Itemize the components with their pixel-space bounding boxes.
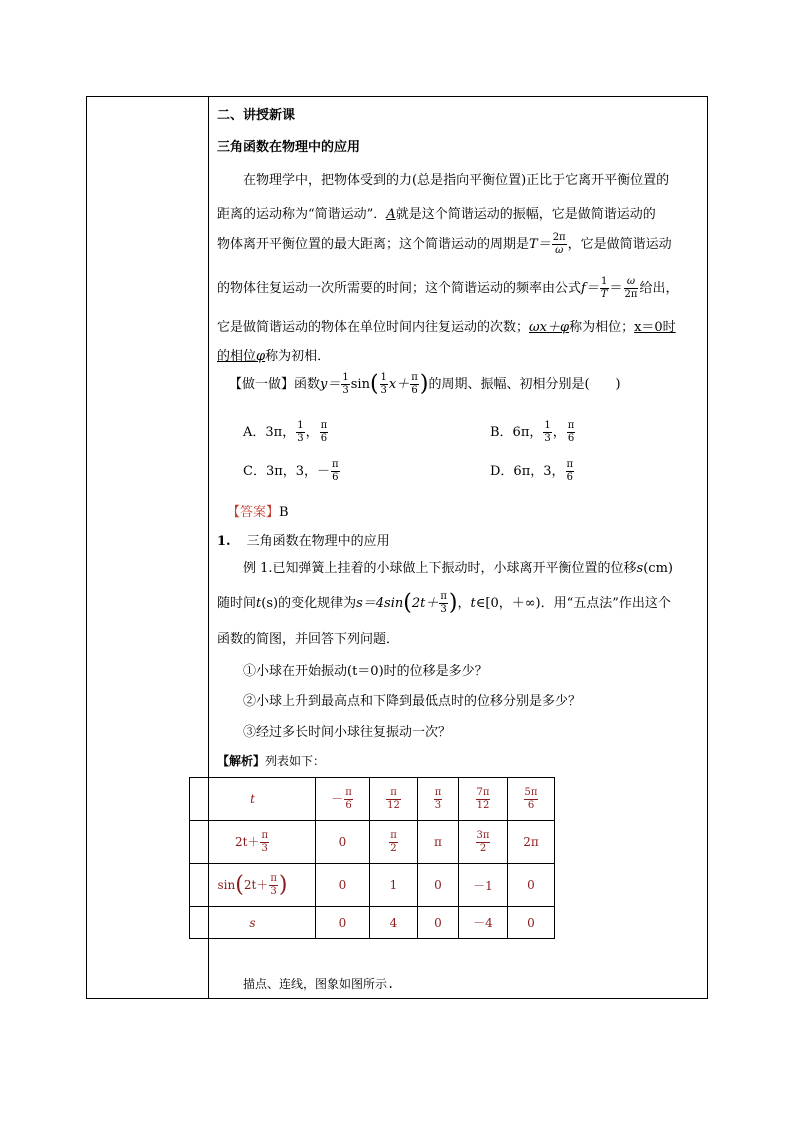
table-row-phase: [190, 821, 555, 864]
value-table: [189, 777, 555, 939]
table-cell: 0: [418, 907, 459, 939]
practice-sin: sin: [350, 377, 370, 392]
table-cell: －1: [459, 864, 508, 907]
answer-line: [227, 501, 289, 520]
frequency-denominator-2: 2π: [624, 289, 638, 300]
intro-line-5-text-a: 它是做简谐运动的物体在单位时间内往复运动的次数；: [217, 320, 530, 335]
practice-question: [229, 372, 621, 397]
initial-phase-symbol: φ: [256, 349, 266, 364]
table-frac-num: π: [386, 787, 401, 800]
table-frac-den: 6: [527, 799, 535, 811]
example-frac: [439, 591, 448, 616]
table-header-phase: [190, 821, 316, 864]
table-frac-den: 2: [479, 842, 487, 854]
table-frac: [524, 787, 539, 812]
frequency-fraction-1: [600, 276, 609, 301]
table-cell: [316, 778, 370, 821]
intro-line-2: [217, 203, 656, 222]
example-unit: (cm): [643, 561, 673, 576]
option-a-frac-2: [320, 420, 329, 445]
option-b: [490, 420, 576, 445]
table-cell: 0: [508, 864, 555, 907]
example-domain: ∈[0，＋∞)．用“五点法”作出这个: [475, 596, 671, 611]
solution-label: 【解析】: [217, 754, 266, 768]
period-symbol: T＝: [529, 237, 551, 252]
table-cell: [459, 821, 508, 864]
table-frac: [344, 787, 353, 812]
option-b-frac-2: [567, 420, 576, 445]
intro-line-5: [217, 316, 676, 335]
period-numerator: 2π: [552, 232, 566, 243]
intro-line-6-text-a: 的相位: [217, 349, 257, 364]
option-a-frac-1-num: 1: [297, 420, 304, 431]
example-s: s: [636, 561, 644, 576]
example-t-2: t: [470, 596, 476, 611]
option-a: [243, 420, 329, 445]
option-a-frac-2-den: 6: [320, 433, 328, 444]
option-a-sep: ，: [305, 425, 319, 440]
practice-frac-3-den: 6: [411, 385, 418, 396]
example-paren-open: (: [403, 590, 412, 616]
table-paren-open: (: [235, 872, 244, 897]
option-b-text: B．6π，: [490, 425, 543, 440]
period-denominator: ω: [555, 245, 564, 256]
table-cell: [508, 778, 555, 821]
intro-line-5-text-b: 称为相位；: [569, 320, 635, 335]
practice-frac-1-den: 3: [342, 385, 349, 396]
option-c-frac-num: π: [332, 459, 339, 470]
table-header-phase-text: 2t＋: [234, 834, 260, 849]
practice-tail: 的周期、振幅、初相分别是( ): [428, 377, 621, 392]
intro-line-4: [217, 276, 678, 301]
table-frac-den: 6: [345, 799, 352, 811]
table-row-sin: [190, 864, 555, 907]
practice-prompt: 【做一做】函数: [229, 377, 321, 392]
table-frac-den: 12: [387, 799, 400, 811]
example-line-1-text: 例 1.已知弹簧上挂着的小球做上下振动时，小球离开平衡位置的位移: [243, 561, 637, 576]
table-frac-num: 5π: [524, 786, 538, 798]
option-d-frac-den: 6: [566, 472, 573, 483]
table-frac-num: π: [390, 829, 397, 841]
intro-line-2-text-a: 距离的运动称为“简谐运动”．: [217, 207, 387, 222]
option-d-text: D．6π，3，: [490, 464, 565, 479]
option-c-text: C．3π，3，－: [243, 464, 331, 479]
intro-line-6-text-b: 称为初相．: [265, 349, 331, 364]
footer-text: 描点、连线，图象如图所示.: [243, 977, 395, 991]
table-sign: －: [331, 791, 344, 806]
table-header-sin-inner: 2t＋: [243, 877, 269, 892]
example-line-2: [217, 591, 671, 616]
question-2: ②小球上升到最高点和下降到最低点时的位移分别是多少？: [243, 694, 582, 709]
item-1-heading: [217, 530, 390, 549]
item-1-number: 1.: [217, 534, 231, 549]
table-frac-den: 12: [476, 799, 490, 811]
period-fraction: [552, 232, 567, 257]
table-frac-den: 3: [261, 842, 268, 854]
table-cell: 4: [370, 907, 418, 939]
intro-line-1: 在物理学中，把物体受到的力(总是指向平衡位置)正比于它离开平衡位置的: [243, 173, 670, 188]
table-header-sin-text: sin: [217, 877, 236, 892]
table-cell: 0: [316, 821, 370, 864]
example-paren-close: ): [448, 590, 458, 616]
practice-frac-1-num: 1: [342, 372, 349, 383]
table-cell: 1: [370, 864, 418, 907]
example-frac-den: 3: [440, 604, 447, 615]
intro-line-2-text-b: 就是这个简谐运动的振幅，它是做简谐运动的: [395, 207, 656, 222]
option-a-text: A．3π，: [243, 425, 296, 440]
answer-tag: 【答案】: [227, 505, 280, 520]
option-a-frac-1: [296, 420, 304, 445]
intro-line-6: [217, 345, 330, 364]
example-line-3: 函数的简图，并回答下列问题．: [217, 632, 400, 647]
practice-y: y＝: [320, 377, 341, 392]
paren-open: (: [369, 371, 379, 397]
option-a-frac-2-num: π: [320, 420, 328, 431]
option-c: [243, 459, 341, 484]
table-frac-num: π: [270, 872, 277, 884]
option-b-frac-2-den: 6: [567, 433, 575, 444]
option-c-frac: [331, 459, 340, 484]
solution-line: [217, 752, 325, 769]
amplitude-symbol: A: [386, 207, 396, 222]
table-cell: 2π: [508, 821, 555, 864]
phase-expression: ωx＋φ: [529, 320, 570, 335]
intro-line-3: [217, 232, 672, 257]
table-frac: [269, 873, 278, 898]
option-d: [490, 459, 575, 484]
question-3: ③经过多长时间小球往复振动一次？: [243, 725, 452, 740]
section-subheading: 三角函数在物理中的应用: [217, 140, 361, 155]
table-frac: [476, 830, 491, 855]
section-heading: 二、讲授新课: [217, 108, 296, 123]
intro-line-3-text-b: ，它是做简谐运动: [567, 237, 672, 252]
practice-frac-2: [380, 372, 388, 397]
table-header-s: s: [190, 907, 316, 939]
table-frac-num: π: [434, 786, 442, 798]
table-frac-den: 3: [434, 799, 442, 811]
option-d-frac-num: π: [566, 459, 574, 470]
intro-line-4-text-a: 的物体往复运动一次所需要的时间；这个简谐运动的频率由公式: [217, 281, 582, 296]
example-line-1: [243, 557, 673, 576]
practice-frac-2-num: 1: [380, 372, 387, 383]
table-frac-num: 3π: [476, 829, 490, 841]
table-frac: [386, 787, 401, 812]
practice-x: x＋: [388, 377, 410, 392]
table-cell: [459, 778, 508, 821]
table-cell: 0: [316, 864, 370, 907]
question-1: ①小球在开始振动(t＝0)时的位移是多少？: [243, 664, 488, 679]
table-header-t: t: [190, 778, 316, 821]
table-frac-den: 3: [270, 885, 277, 897]
table-header-sin: [190, 864, 316, 907]
table-frac: [476, 787, 491, 812]
table-frac: [389, 830, 398, 855]
table-cell: π: [418, 821, 459, 864]
item-1-title: 三角函数在物理中的应用: [246, 534, 390, 549]
practice-frac-3: [410, 372, 419, 397]
table-row-t: [190, 778, 555, 821]
option-a-frac-1-den: 3: [297, 433, 304, 444]
frequency-equals: ＝: [609, 281, 623, 296]
table-frac-den: 2: [390, 842, 397, 854]
option-b-frac-1-den: 3: [544, 433, 551, 444]
example-frac-num: π: [440, 591, 447, 602]
example-l2-a: 随时间: [217, 596, 257, 611]
option-b-sep: ，: [552, 425, 566, 440]
example-t: t: [256, 596, 262, 611]
table-cell: [370, 821, 418, 864]
option-b-frac-1-num: 1: [544, 420, 551, 431]
paren-close: ): [419, 371, 429, 397]
example-comma: ，: [457, 596, 471, 611]
table-frac-num: π: [345, 786, 352, 798]
frequency-numerator-2: ω: [624, 276, 639, 289]
table-cell: 0: [316, 907, 370, 939]
option-d-frac: [566, 459, 575, 484]
intro-line-4-text-b: 给出，: [639, 281, 679, 296]
option-b-frac-1: [543, 420, 551, 445]
example-l2-b: (s)的变化规律为: [261, 596, 357, 611]
frequency-numerator-1: 1: [600, 276, 608, 287]
solution-text: 列表如下：: [265, 754, 326, 768]
table-cell: 0: [508, 907, 555, 939]
table-cell: 0: [418, 864, 459, 907]
table-cell: [418, 778, 459, 821]
table-frac-num: 7π: [476, 786, 490, 798]
practice-frac-2-den: 3: [380, 385, 387, 396]
table-cell: －4: [459, 907, 508, 939]
table-row-s: [190, 907, 555, 939]
table-frac: [260, 830, 269, 855]
table-frac-num: π: [261, 829, 269, 841]
x-zero-text: x＝0时: [634, 320, 676, 335]
example-formula: s＝4sin: [356, 596, 404, 611]
table-cell: [370, 778, 418, 821]
option-b-frac-2-num: π: [567, 420, 575, 431]
table-frac: [434, 787, 443, 812]
intro-line-3-text-a: 物体离开平衡位置的最大距离；这个简谐运动的周期是: [217, 237, 530, 252]
frequency-symbol: f＝: [581, 281, 599, 296]
practice-frac-3-num: π: [411, 372, 418, 383]
frequency-denominator-1: T: [600, 289, 608, 300]
example-inner: 2t＋: [411, 596, 439, 611]
practice-frac-1: [341, 372, 349, 397]
table-paren-close: ): [278, 872, 288, 897]
answer-value: B: [279, 505, 289, 520]
option-c-frac-den: 6: [332, 472, 339, 483]
frequency-fraction-2: [624, 276, 639, 301]
